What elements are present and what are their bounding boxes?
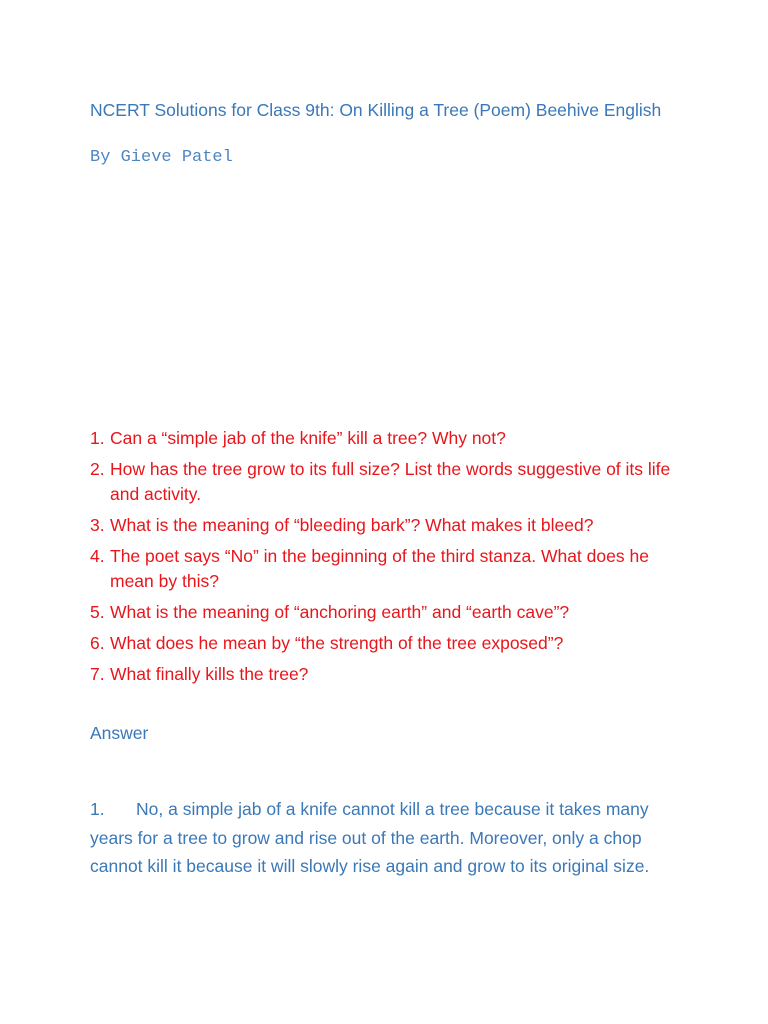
answer-number: 1. [90,799,105,819]
question-number: 1. [90,428,105,448]
question-number: 2. [90,459,105,479]
question-item [90,631,690,656]
question-item [90,426,690,451]
question-list [90,426,690,693]
question-item [90,600,690,625]
answer-heading: Answer [90,723,149,743]
question-number: 3. [90,515,105,535]
question-text: What finally kills the tree? [110,664,309,684]
document-author: By Gieve Patel [90,148,233,167]
question-number: 6. [90,633,105,653]
question-item [90,544,690,594]
question-text: What does he mean by “the strength of the tree exposed”? [110,633,564,653]
question-item [90,457,690,507]
document-title: NCERT Solutions for Class 9th: On Killing a Tree (Poem) Beehive English [90,100,662,120]
question-number: 4. [90,546,105,566]
answer-paragraph [90,795,690,881]
question-text: What is the meaning of “bleeding bark”? What makes it bleed? [110,515,594,535]
question-number: 5. [90,602,105,622]
question-number: 7. [90,664,105,684]
question-text: Can a “simple jab of the knife” kill a tree? Why not? [110,428,506,448]
question-text: The poet says “No” in the beginning of the third stanza. What does he mean by this? [110,546,649,591]
question-text: What is the meaning of “anchoring earth” and “earth cave”? [110,602,570,622]
question-item [90,513,690,538]
question-text: How has the tree grow to its full size? List the words suggestive of its life and activity. [110,459,671,504]
question-item [90,662,690,687]
answer-text: No, a simple jab of a knife cannot kill a tree because it takes many years for a tree to grow and rise out of the earth. Moreover, only a chop cannot kill it because it will slowly rise again and grow to its original size. [90,799,650,876]
